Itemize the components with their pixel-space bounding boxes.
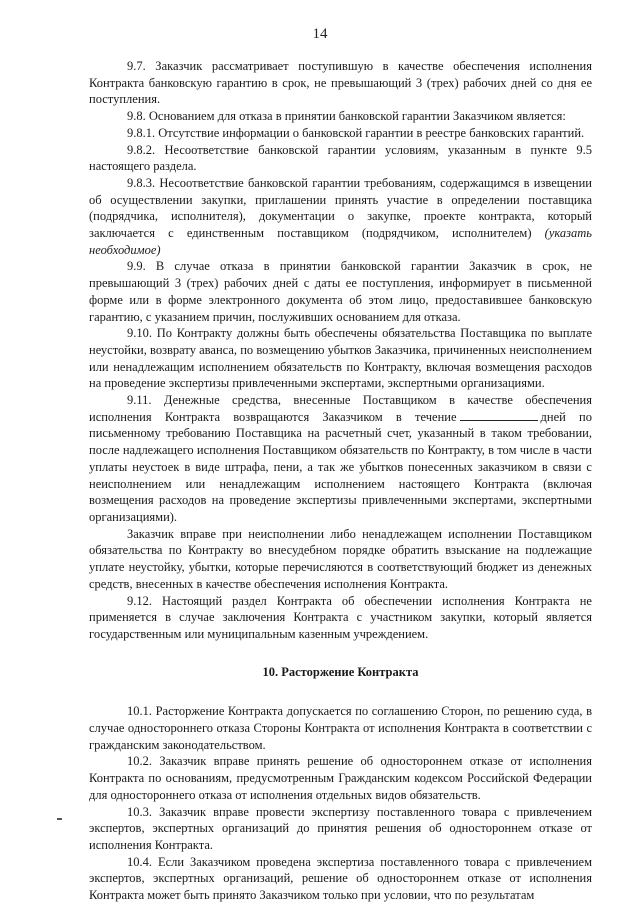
clause-9-10: 9.10. По Контракту должны быть обеспечены обязательства Поставщика по выплате неустойки, возврату аванса, по возмещению убытков Заказчика, причиненных неисполнением или ненадлежащим исполнением обязательств по Контракту, включая возмещения расходов на проведение экспертизы привлеченными экспертами, экспертными организациями.: [89, 326, 592, 391]
clause-9-12: 9.12. Настоящий раздел Контракта об обеспечении исполнения Контракта не применяется в случае заключения Контракта с участником закупки, который является государственным или муниципальным казенным учреждением.: [89, 593, 592, 641]
clause-9-8-2: 9.8.2. Несоответствие банковской гарантии условиям, указанным в пункте 9.5 настоящего раздела.: [89, 142, 592, 174]
clause-10-1: 10.1. Расторжение Контракта допускается по соглашению Сторон, по решению суда, в случае одностороннего отказа Стороны Контракта от исполнения Контракта в соответствии с гражданским законодательством.: [89, 704, 592, 752]
clause-9-11-text-after: дней по письменному требованию Поставщика на расчетный счет, указанный в таком требовании, после надлежащего исполнения Поставщиком обязательств по Контракту, в том числе в части уплаты неустоек в виде штрафа, пени, а так же убытков понесенных заказчиком в связи с неисполнением или ненадлежащим исполнением настоящего Контракта (включая возмещения расходов на проведение экспертизы привлеченными экспертами, экспертными организациями).: [89, 409, 592, 524]
clause-9-8: 9.8. Основанием для отказа в принятии банковской гарантии Заказчиком является:: [127, 109, 566, 124]
section-10-heading: 10. Расторжение Контракта: [262, 664, 419, 679]
clause-9-9: 9.9. В случае отказа в принятии банковской гарантии Заказчик в срок, не превышающий 3 (трех) рабочих дней с даты ее поступления, информирует в письменной форме или в форме электронного документа об этом лицо, предоставившее банковскую гарантию, с указанием причин, послуживших основанием для отказа.: [89, 259, 592, 324]
clause-9-8-1: 9.8.1. Отсутствие информации о банковской гарантии в реестре банковских гарантий.: [127, 125, 585, 140]
clause-9-11: [89, 392, 592, 526]
clause-9-7: 9.7. Заказчик рассматривает поступившую в качестве обеспечения исполнения Контракта банковскую гарантию в срок, не превышающий 3 (трех) рабочих дней со дня ее поступления.: [89, 59, 592, 107]
clause-9-8-3-note: (указать необходимое): [89, 226, 592, 257]
clause-9-11-text-before: 9.11. Денежные средства, внесенные Поставщиком в качестве обеспечения исполнения Контракта возвращаются Заказчиком в течение: [89, 393, 592, 424]
clause-9-11-extra: Заказчик вправе при неисполнении либо ненадлежащем исполнении Поставщиком обязательства по Контракту во внесудебном порядке обратить взыскание на подлежащие уплате неустойку, убытки, которые перечисляются в соответствующий бюджет из денежных средств, внесенных в качестве обеспечения исполнения Контракта.: [89, 526, 592, 591]
clause-9-8-3: [89, 175, 592, 259]
blank-days-field: [460, 409, 538, 421]
clause-10-2: 10.2. Заказчик вправе принять решение об одностороннем отказе от исполнения Контракта по основаниям, предусмотренным Гражданским кодексом Российской Федерации для одностороннего отказа от исполнения отдельных видов обязательств.: [89, 754, 592, 802]
clause-10-4: 10.4. Если Заказчиком проведена экспертиза поставленного товара с привлечением экспертов, экспертных организаций, решение об одностороннем отказе от исполнения Контракта может быть принято Заказчиком только при условии, что по результатам: [89, 854, 592, 903]
document-body: [89, 58, 592, 904]
margin-mark: [57, 818, 62, 820]
clause-9-8-3-text: 9.8.3. Несоответствие банковской гарантии требованиям, содержащимся в извещении об осуществлении закупки, приглашении принять участие в определении поставщика (подрядчика, исполнителя), документации о закупке, проекте контракта, который заключается с единственным поставщиком (подрядчиком, исполнителем): [89, 175, 592, 241]
page-number: 14: [312, 26, 328, 42]
clause-10-3: 10.3. Заказчик вправе провести экспертизу поставленного товара с привлечением экспертов, экспертных организаций до принятия решения об одностороннем отказе от исполнения Контракта.: [89, 804, 592, 852]
